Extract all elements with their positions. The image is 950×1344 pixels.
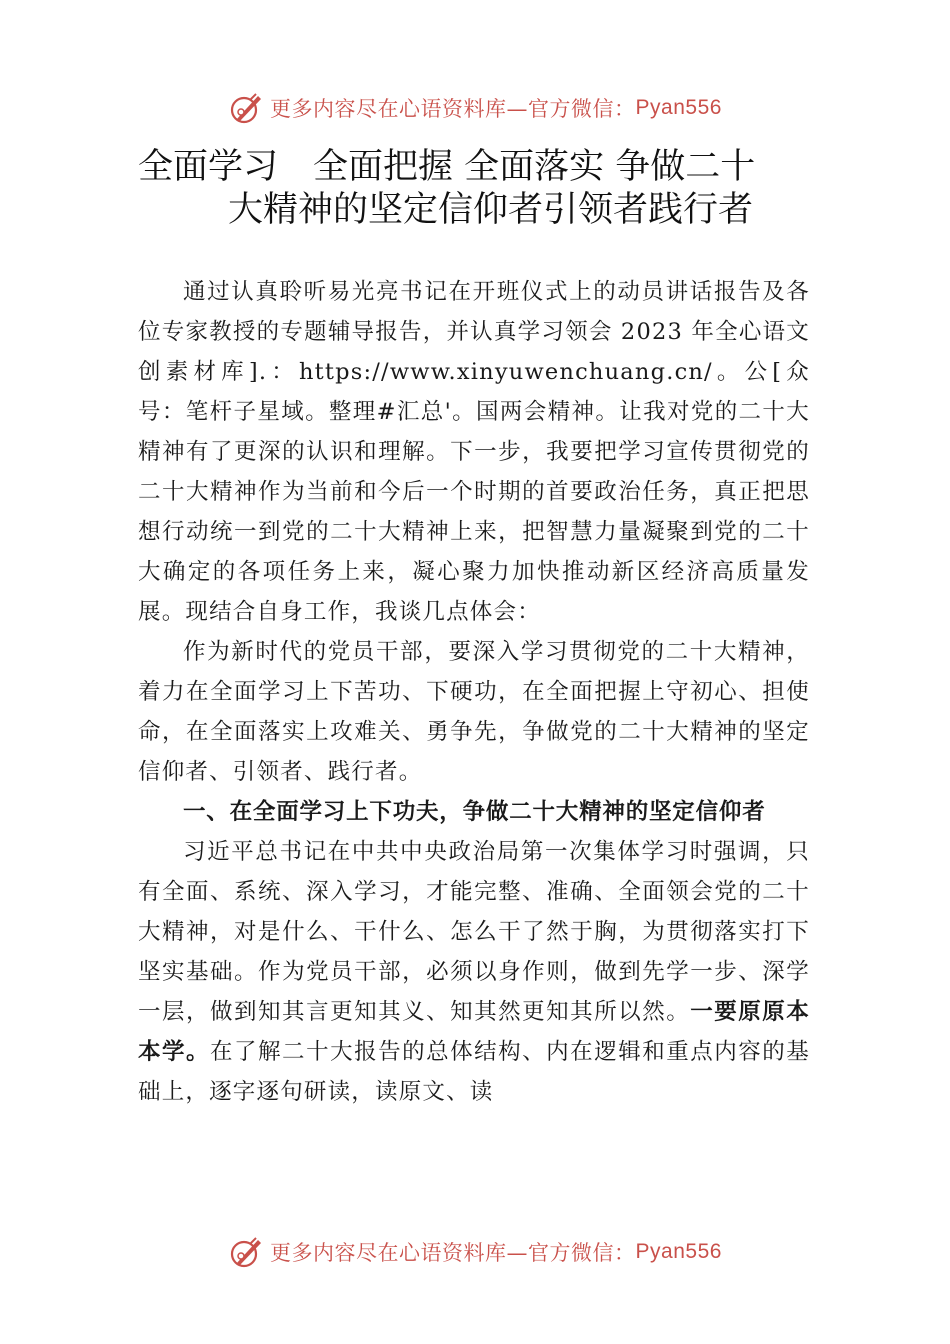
paragraph-section-1-start: 习近平总书记在中共中央政治局第一次集体学习时强调，只有全面、系统、深入学习，才能完整、准确、全面领会党的二十大精神，对是什么、干什么、怎么干了然于胸，为贯彻落实打下坚实基础。作为党员干部，必须以身作则，做到先学一步、深学一层，做到知其言更知其义、知其然更知其所以然。: [138, 839, 810, 1025]
footer-banner: [0, 1232, 950, 1272]
title-line-2: 大精神的坚定信仰者引领者践行者: [228, 190, 754, 230]
quill-logo-icon: [228, 1234, 264, 1270]
header-banner-text: 更多内容尽在心语资料库—官方微信：: [270, 97, 636, 121]
footer-wechat-id: Pyan556: [635, 1240, 722, 1263]
document-title: [138, 146, 818, 232]
paragraph-summary: 作为新时代的党员干部，要深入学习贯彻党的二十大精神，着力在全面学习上下苦功、下硬功，在全面把握上守初心、担使命，在全面落实上攻难关、勇争先，争做党的二十大精神的坚定信仰者、引领者、践行者。: [138, 639, 810, 785]
paragraph-intro: 通过认真聆听易光亮书记在开班仪式上的动员讲话报告及各位专家教授的专题辅导报告，并认真学习领会 2023 年全心语文创素材库].：https://www.xinyuwenchuang.cn/。公[众号：笔杆子星域。整理#汇总'。国两会精神。让我对党的二十大精神有了更深的认识和理解。下一步，我要把学习宣传贯彻党的二十大精神作为当前和今后一个时期的首要政治任务，真正把思想行动统一到党的二十大精神上来，把智慧力量凝聚到党的二十大确定的各项任务上来，凝心聚力加快推动新区经济高质量发展。现结合自身工作，我谈几点体会：: [138, 279, 810, 625]
title-line-1: 全面学习 全面把握 全面落实 争做二十: [138, 147, 756, 187]
document-body: [138, 272, 810, 1112]
footer-banner-text: 更多内容尽在心语资料库—官方微信：: [270, 1241, 636, 1265]
header-wechat-id: Pyan556: [635, 96, 722, 119]
paragraph-section-1-bold: 一要原原本本学。: [138, 999, 810, 1065]
quill-logo-icon: [228, 90, 264, 126]
section-heading-1: 一、在全面学习上下功夫，争做二十大精神的坚定信仰者: [183, 799, 766, 825]
paragraph-section-1-end: 在了解二十大报告的总体结构、内在逻辑和重点内容的基础上，逐字逐句研读，读原文、读: [138, 1039, 810, 1105]
paragraph-section-1: [138, 832, 810, 1112]
header-banner: [0, 88, 950, 128]
